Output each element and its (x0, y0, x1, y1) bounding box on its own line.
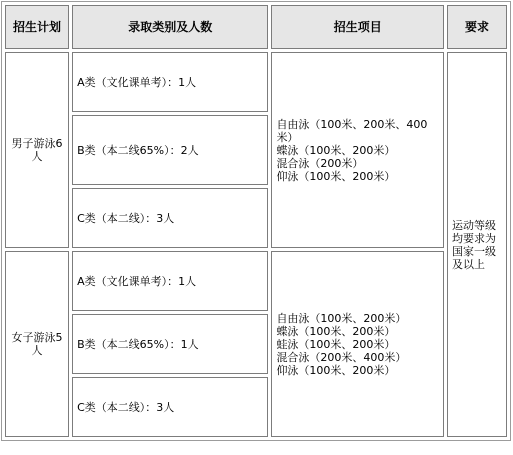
requirements-cell: 运动等级均要求为国家一级及以上 (447, 52, 507, 437)
event-line: 仰泳（100米、200米） (276, 169, 396, 183)
admission-plan-table (1, 1, 511, 441)
event-line: 自由泳（100米、200米、400米） (276, 117, 428, 144)
table-row (5, 52, 507, 112)
female-category-a: A类（文化课单考）：1人 (72, 251, 268, 311)
female-category-c: C类（本二线）：3人 (72, 377, 268, 437)
event-line: 仰泳（100米、200米） (276, 363, 396, 377)
header-plan: 招生计划 (5, 5, 69, 49)
male-category-b: B类（本二线65%）：2人 (72, 115, 268, 185)
male-events-cell (271, 52, 444, 248)
female-group-cell: 女子游泳5人 (5, 251, 69, 437)
male-category-c: C类（本二线）：3人 (72, 188, 268, 248)
header-row (5, 5, 507, 49)
female-category-b: B类（本二线65%）：1人 (72, 314, 268, 374)
event-line: 混合泳（200米、400米） (276, 350, 407, 364)
header-events: 招生项目 (271, 5, 444, 49)
event-line: 蛙泳（100米、200米） (276, 337, 396, 351)
table-row (5, 251, 507, 311)
male-category-a: A类（文化课单考）：1人 (72, 52, 268, 112)
header-category: 录取类别及人数 (72, 5, 268, 49)
female-events-cell (271, 251, 444, 437)
header-requirements: 要求 (447, 5, 507, 49)
event-line: 蝶泳（100米、200米） (276, 143, 396, 157)
male-group-cell: 男子游泳6人 (5, 52, 69, 248)
event-line: 混合泳（200米） (276, 156, 364, 170)
event-line: 自由泳（100米、200米） (276, 311, 407, 325)
event-line: 蝶泳（100米、200米） (276, 324, 396, 338)
